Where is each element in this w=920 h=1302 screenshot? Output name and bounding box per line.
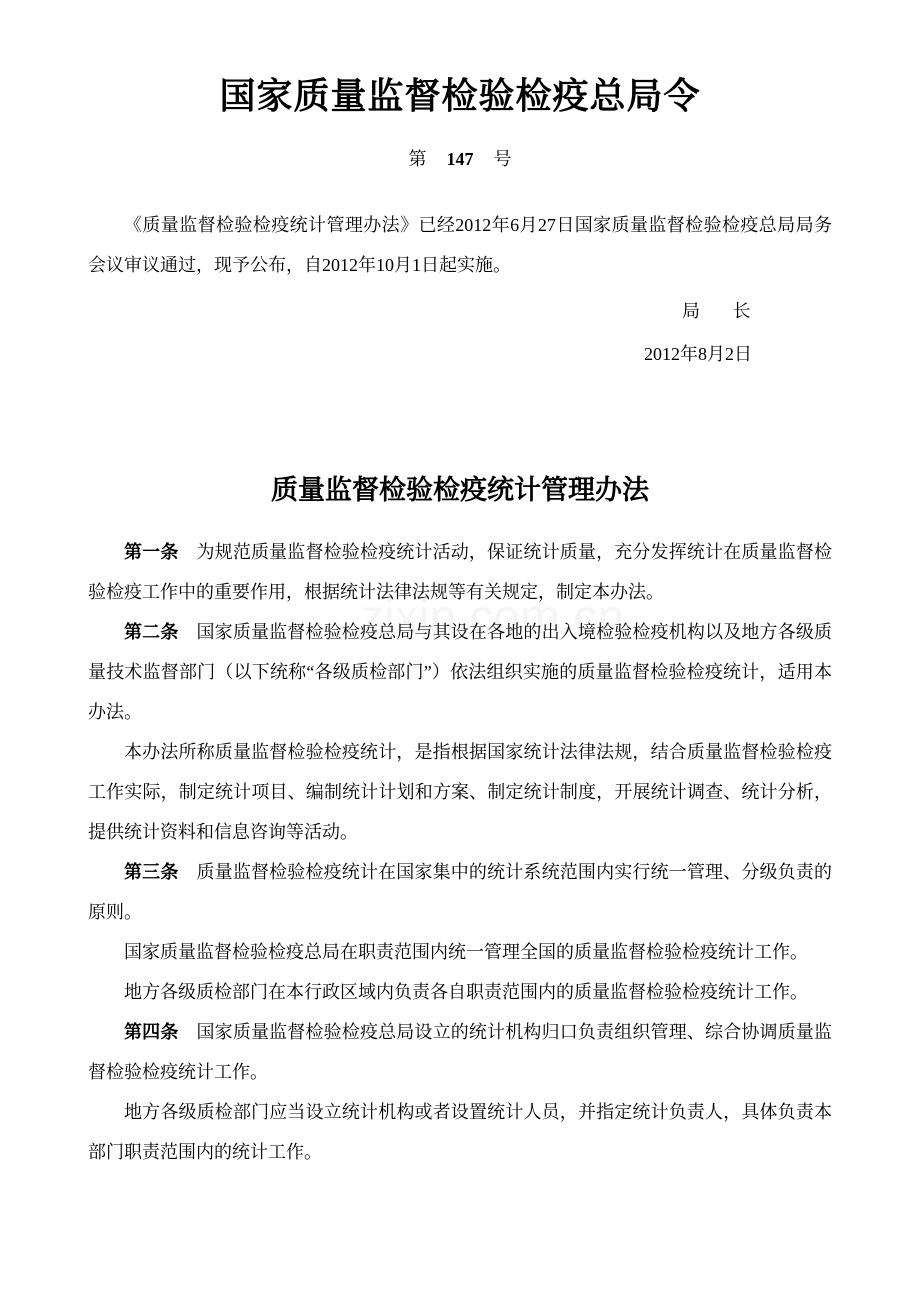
order-prefix: 第 xyxy=(408,149,427,169)
article-paragraph xyxy=(88,1012,832,1092)
article-label: 第二条 xyxy=(124,622,179,642)
order-number xyxy=(0,145,920,171)
article-text: 质量监督检验检疫统计在国家集中的统计系统范围内实行统一管理、分级负责的原则。 xyxy=(88,862,833,922)
article-paragraph xyxy=(88,932,832,972)
regulation-title: 质量监督检验检疫统计管理办法 xyxy=(271,475,649,505)
order-suffix: 号 xyxy=(493,149,512,169)
article-paragraph xyxy=(88,612,832,732)
article-label: 第四条 xyxy=(124,1022,179,1042)
article-paragraph xyxy=(88,732,832,852)
article-text: 国家质量监督检验检疫总局设立的统计机构归口负责组织管理、综合协调质量监督检验检疫统计工作。 xyxy=(88,1022,833,1082)
article-text: 为规范质量监督检验检疫统计活动，保证统计质量，充分发挥统计在质量监督检验检疫工作中的重要作用，根据统计法律法规等有关规定，制定本办法。 xyxy=(88,542,833,602)
signatory: 局 长 xyxy=(682,301,765,321)
article-text: 地方各级质检部门应当设立统计机构或者设置统计人员，并指定统计负责人，具体负责本部门职责范围内的统计工作。 xyxy=(88,1102,832,1162)
article-text: 国家质量监督检验检疫总局与其设在各地的出入境检验检疫机构以及地方各级质量技术监督部门（以下统称“各级质检部门”）依法组织实施的质量监督检验检疫统计，适用本办法。 xyxy=(88,622,833,722)
article-paragraph xyxy=(88,852,832,932)
article-text: 国家质量监督检验检疫总局在职责范围内统一管理全国的质量监督检验检疫统计工作。 xyxy=(124,942,808,962)
announcement-block xyxy=(88,205,832,285)
article-text: 地方各级质检部门在本行政区域内负责各自职责范围内的质量监督检验检疫统计工作。 xyxy=(124,982,808,1002)
announcement-text: 《质量监督检验检疫统计管理办法》已经2012年6月27日国家质量监督检验检疫总局局务会议审议通过，现予公布，自2012年10月1日起实施。 xyxy=(88,215,832,275)
article-paragraph xyxy=(88,532,832,612)
document-title: 国家质量监督检验检疫总局令 xyxy=(219,76,701,116)
order-number-value: 147 xyxy=(446,149,474,169)
article-paragraph xyxy=(88,972,832,1012)
issue-date: 2012年8月2日 xyxy=(644,344,752,364)
article-label: 第三条 xyxy=(124,862,179,882)
article-label: 第一条 xyxy=(124,542,179,562)
article-paragraph xyxy=(88,1092,832,1172)
article-text: 本办法所称质量监督检验检疫统计，是指根据国家统计法律法规，结合质量监督检验检疫工作实际，制定统计项目、编制统计计划和方案、制定统计制度，开展统计调查、统计分析，提供统计资料和信息咨询等活动。 xyxy=(88,742,832,842)
articles xyxy=(88,532,832,1172)
